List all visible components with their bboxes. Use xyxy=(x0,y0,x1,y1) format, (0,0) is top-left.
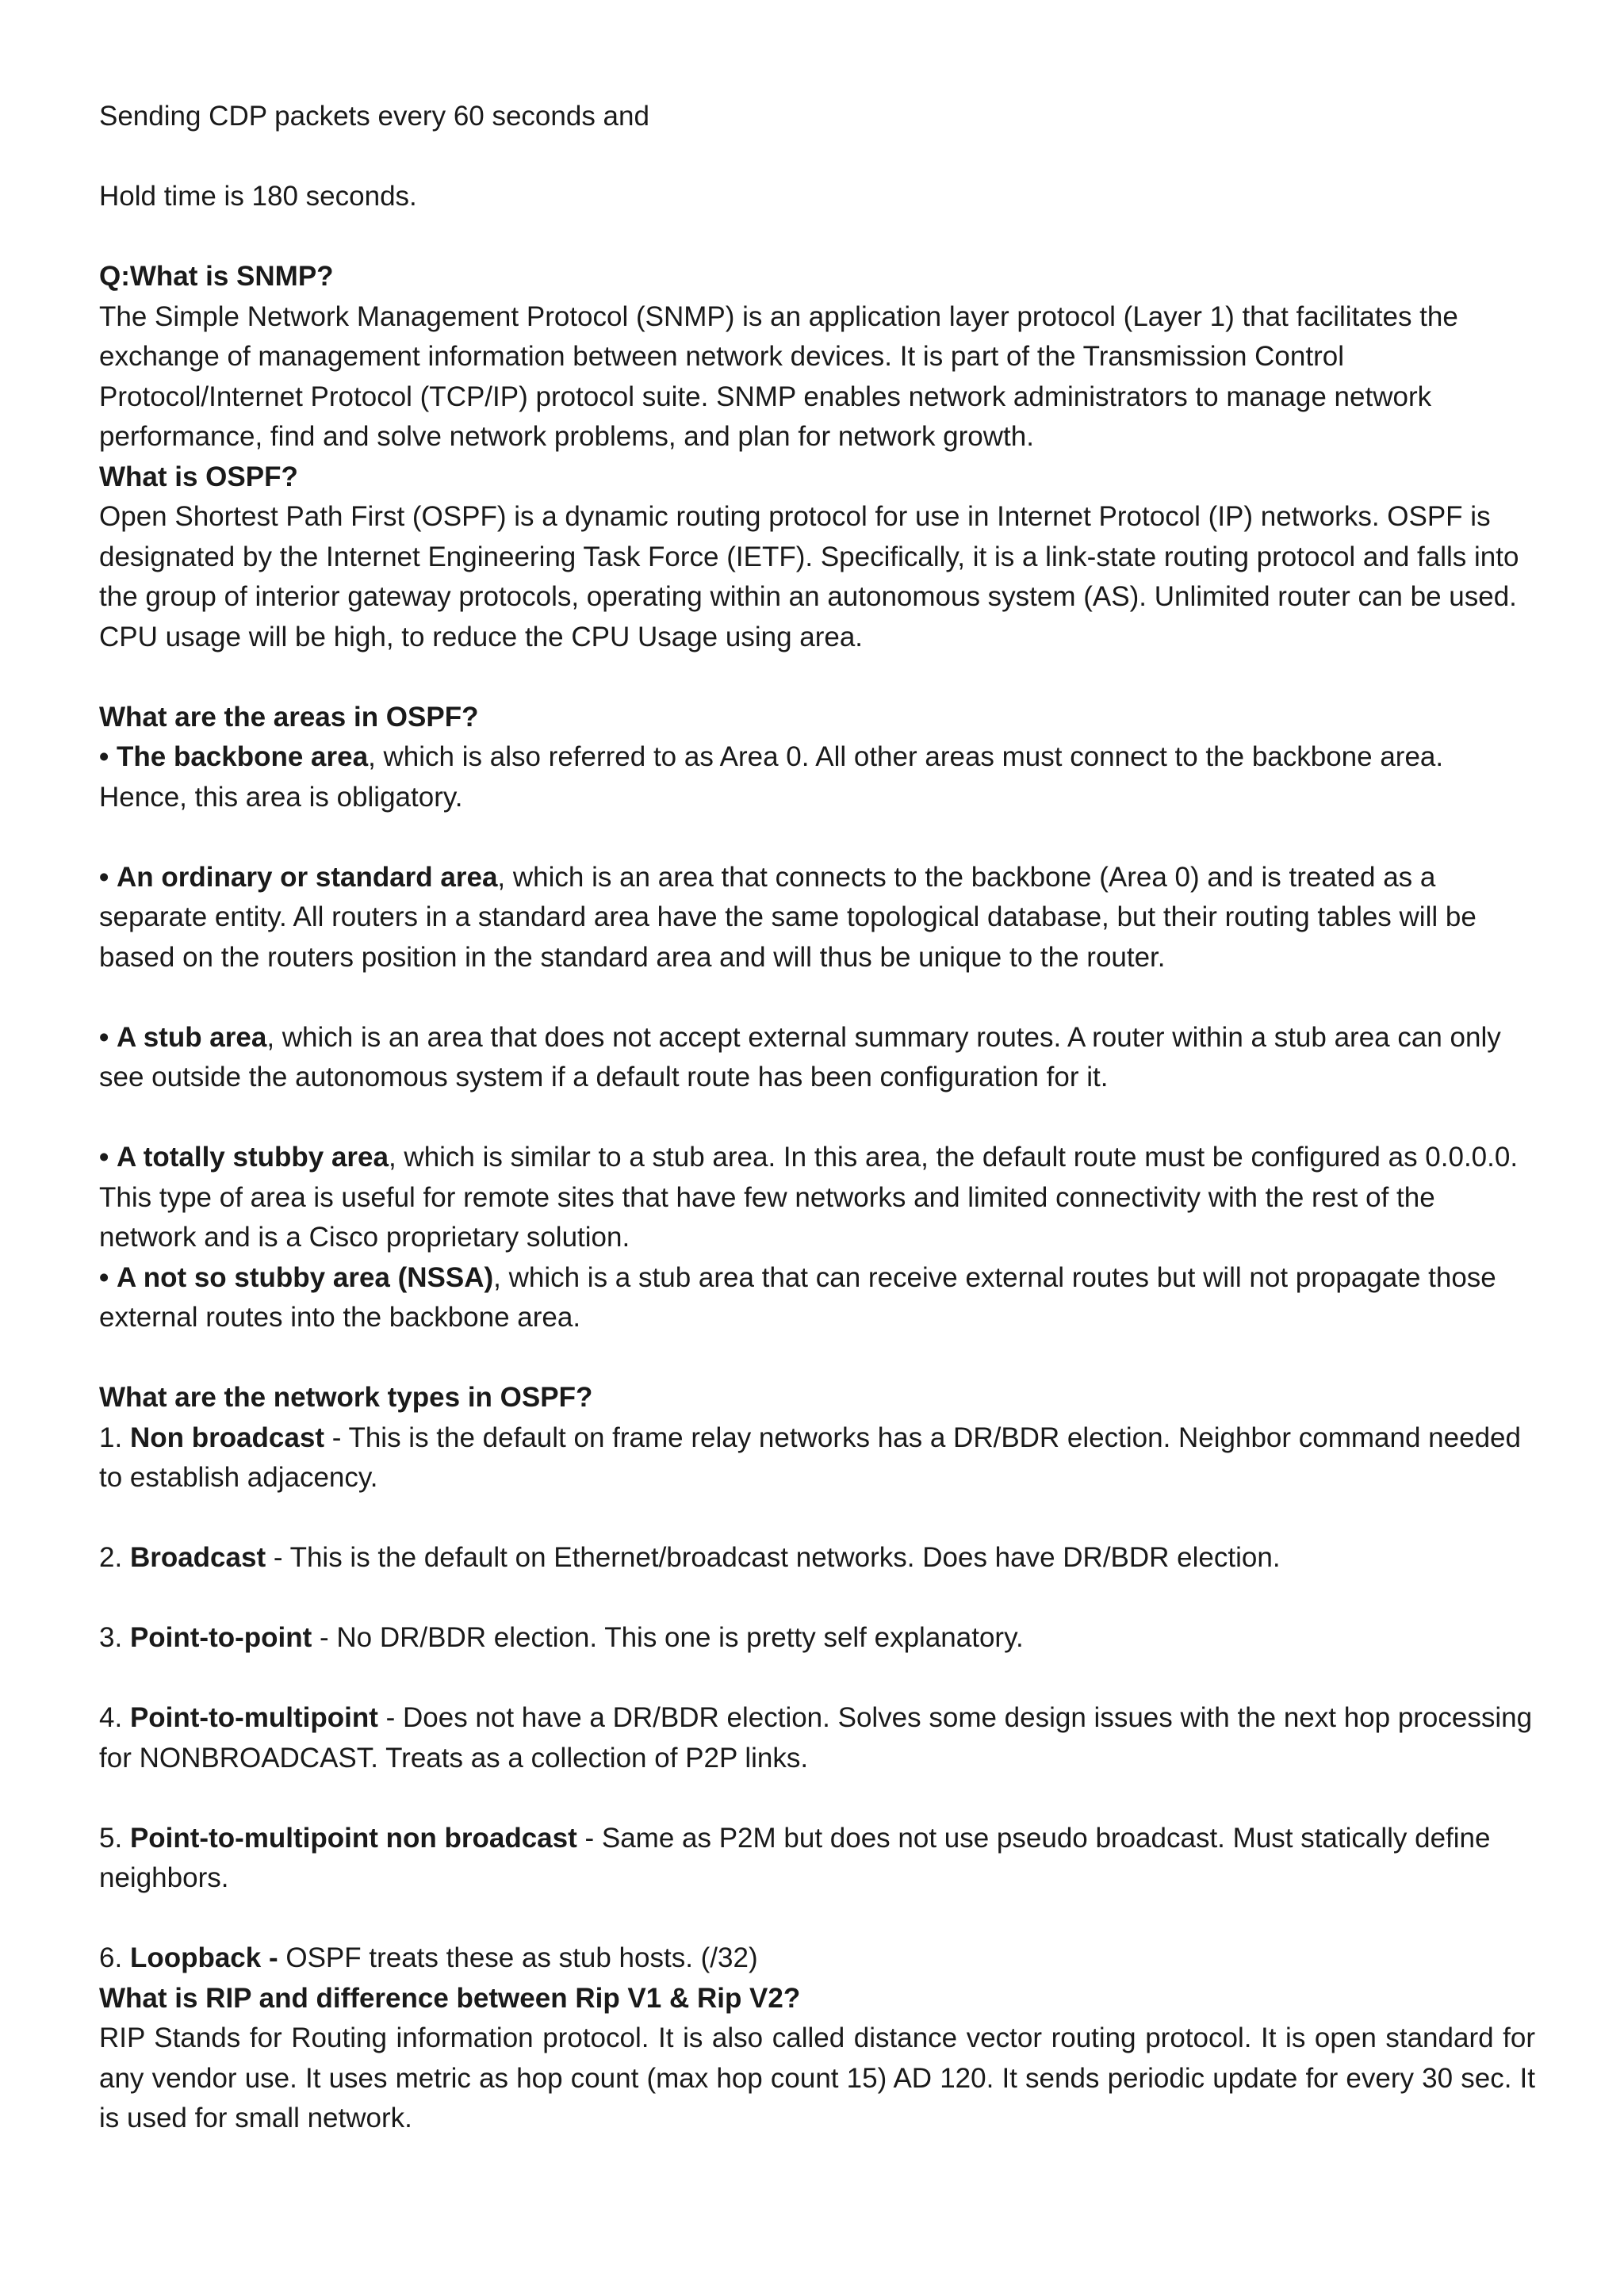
network-type-description: - This is the default on Ethernet/broadcast networks. Does have DR/BDR election. xyxy=(266,1542,1281,1573)
rip-paragraph: RIP Stands for Routing information protocol. It is also called distance vector routing protocol. It is open standard for any vendor use. It uses metric as hop count (max hop count 15) AD 120. It sends periodic update for every 30 sec. It is used for small network. xyxy=(99,2022,1535,2133)
network-type-description: - No DR/BDR election. This one is pretty self explanatory. xyxy=(312,1622,1024,1653)
area-term: A stub area xyxy=(117,1021,267,1053)
item-number: 6. xyxy=(99,1942,123,1973)
network-type-term: Point-to-multipoint non broadcast xyxy=(129,1822,577,1854)
network-type-item xyxy=(99,1698,1535,1778)
area-term: An ordinary or standard area xyxy=(117,861,498,893)
network-type-term: Non broadcast xyxy=(129,1422,324,1453)
snmp-paragraph: The Simple Network Management Protocol (SNMP) is an application layer protocol (Layer 1) that facilitates the exchange of management information between network devices. It is part of the Transmission Control Protocol/Internet Protocol (TCP/IP) protocol suite. SNMP enables network administrators to manage network performance, find and solve network problems, and plan for network growth. xyxy=(99,300,1458,452)
area-description: , which is an area that connects to the backbone (Area 0) and is treated as a separate entity. All routers in a standard area have the same topological database, but their routing tables will be based on the routers position in the standard area and will thus be unique to the router. xyxy=(99,861,1477,973)
network-type-item xyxy=(99,1618,1535,1659)
bullet: • xyxy=(99,861,109,893)
network-type-item xyxy=(99,1819,1535,1899)
item-number: 2. xyxy=(99,1542,123,1573)
item-number: 1. xyxy=(99,1422,123,1453)
network-type-term: Broadcast xyxy=(129,1542,266,1573)
ospf-areas-heading: What are the areas in OSPF? xyxy=(99,701,479,733)
bullet: • xyxy=(99,741,109,772)
ospf-paragraph: Open Shortest Path First (OSPF) is a dynamic routing protocol for use in Internet Protocol (IP) networks. OSPF is designated by the Internet Engineering Task Force (IETF). Specifically, it is a link-state routing protocol and falls into the group of interior gateway protocols, operating within an autonomous system (AS). Unlimited router can be used. CPU usage will be high, to reduce the CPU Usage using area. xyxy=(99,501,1519,652)
network-type-item xyxy=(99,1538,1535,1578)
area-item-stub xyxy=(99,1018,1535,1098)
network-type-item xyxy=(99,1938,1535,1979)
bullet: • xyxy=(99,1261,109,1293)
network-types-heading: What are the network types in OSPF? xyxy=(99,1382,593,1413)
network-type-item xyxy=(99,1418,1535,1498)
item-number: 5. xyxy=(99,1822,123,1854)
area-description: , which is similar to a stub area. In this area, the default route must be configured as 0.0.0.0. This type of area is useful for remote sites that have few networks and limited connectivity with the rest of the network and is a Cisco proprietary solution. xyxy=(99,1142,1519,1253)
area-description: , which is an area that does not accept external summary routes. A router within a stub area can only see outside the autonomous system if a default route has been configuration for it. xyxy=(99,1021,1501,1093)
area-description: , which is also referred to as Area 0. All other areas must connect to the backbone area. Hence, this area is obligatory. xyxy=(99,741,1444,813)
rip-heading: What is RIP and difference between Rip V1 & Rip V2? xyxy=(99,1982,801,2014)
bullet: • xyxy=(99,1142,109,1173)
network-type-description: - This is the default on frame relay networks has a DR/BDR election. Neighbor command needed to establish adjacency. xyxy=(99,1422,1521,1493)
cdp-holdtime-line: Hold time is 180 seconds. xyxy=(99,181,417,212)
item-number: 3. xyxy=(99,1622,123,1653)
snmp-heading: Q:What is SNMP? xyxy=(99,261,334,292)
network-type-term: Point-to-point xyxy=(129,1622,312,1653)
network-type-term: Point-to-multipoint xyxy=(129,1702,378,1733)
network-type-description: - Does not have a DR/BDR election. Solves some design issues with the next hop processing for NONBROADCAST. Treats as a collection of P2P links. xyxy=(99,1702,1533,1774)
area-term: The backbone area xyxy=(117,741,369,772)
ospf-heading: What is OSPF? xyxy=(99,461,298,492)
area-item-totally-stubby xyxy=(99,1138,1535,1258)
area-item-backbone xyxy=(99,737,1535,817)
item-number: 4. xyxy=(99,1702,123,1733)
network-type-description: - Same as P2M but does not use pseudo broadcast. Must statically define neighbors. xyxy=(99,1822,1491,1893)
area-term: A totally stubby area xyxy=(117,1142,389,1173)
area-term: A not so stubby area (NSSA) xyxy=(117,1261,494,1293)
network-type-description: OSPF treats these as stub hosts. (/32) xyxy=(278,1942,758,1973)
bullet: • xyxy=(99,1021,109,1053)
area-item-standard xyxy=(99,858,1535,978)
network-type-term: Loopback - xyxy=(129,1942,278,1973)
area-description: , which is a stub area that can receive external routes but will not propagate those external routes into the backbone area. xyxy=(99,1261,1496,1333)
cdp-interval-line: Sending CDP packets every 60 seconds and xyxy=(99,101,649,132)
area-item-nssa xyxy=(99,1258,1535,1338)
